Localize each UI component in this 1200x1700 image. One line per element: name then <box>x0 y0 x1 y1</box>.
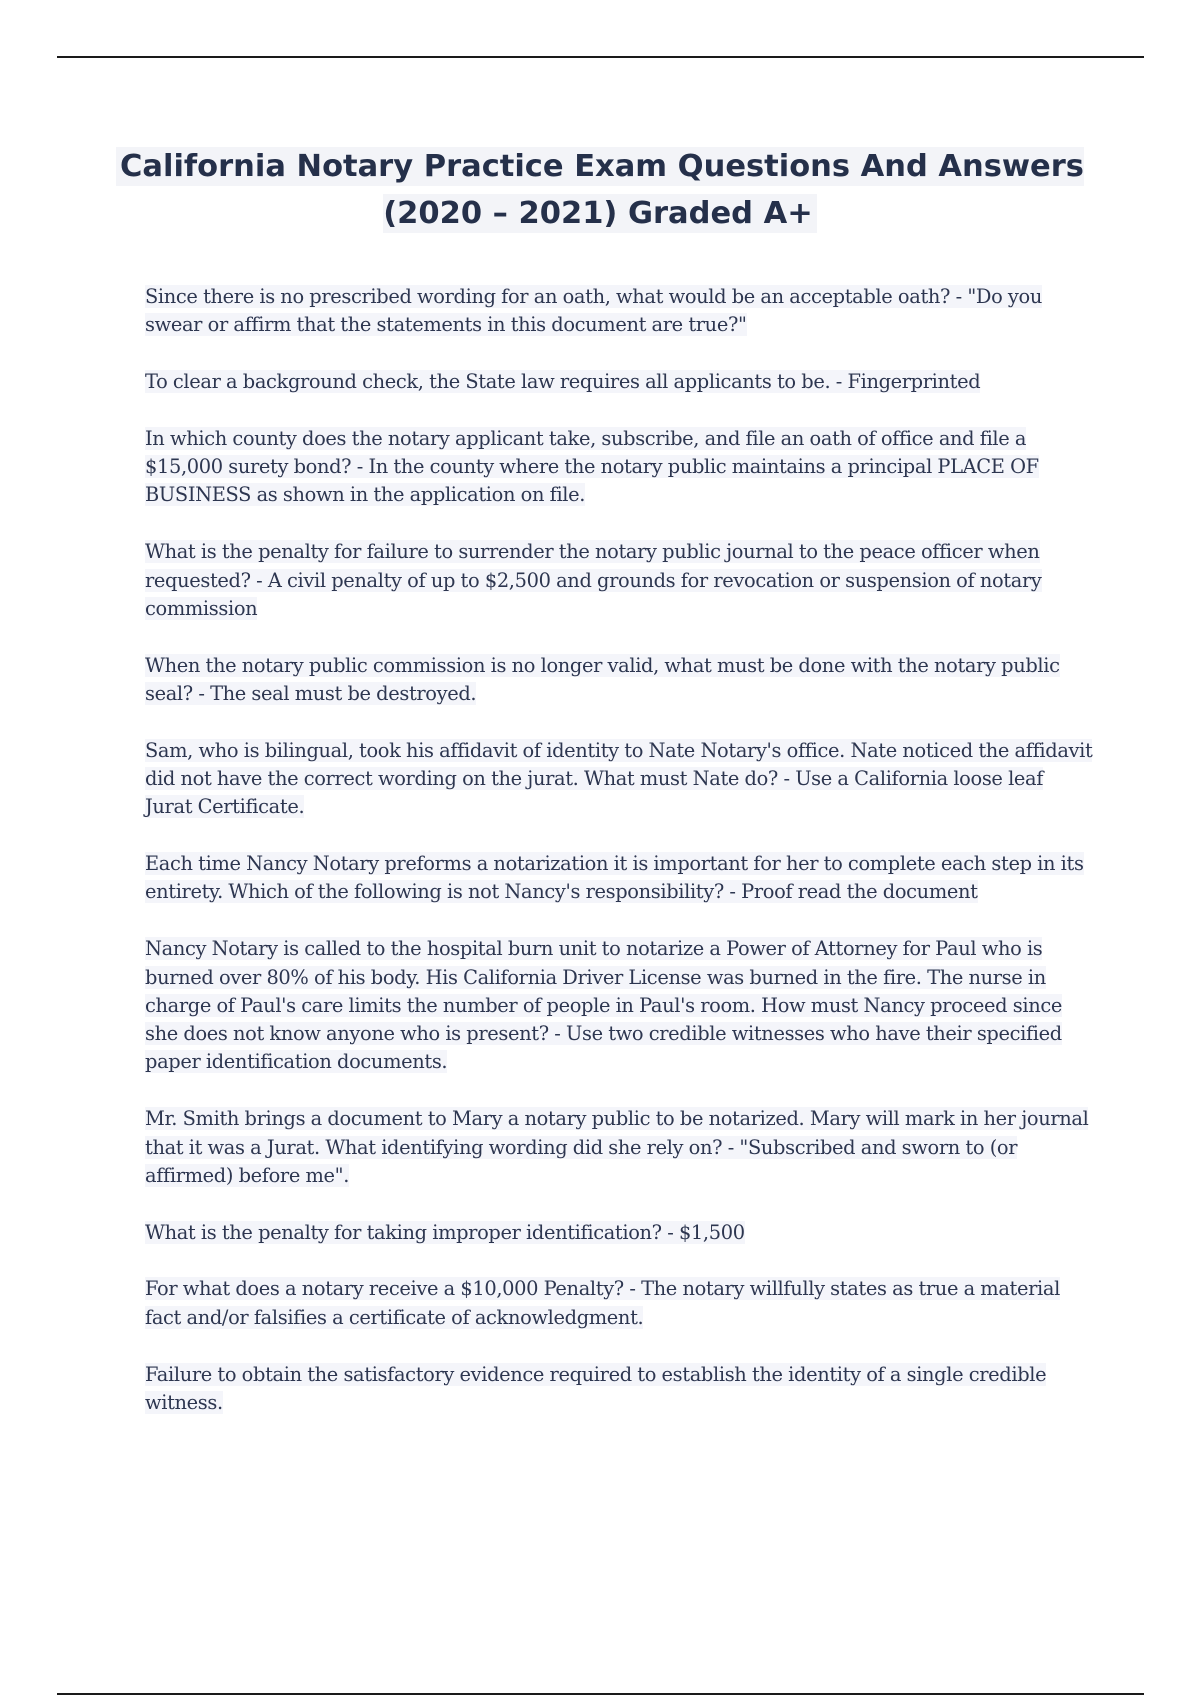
qa-item <box>145 1219 1095 1247</box>
header-rule <box>57 56 1144 58</box>
qa-item <box>145 1361 1095 1418</box>
qa-text: Sam, who is bilingual, took his affidavit of identity to Nate Notary's office. Nate noticed the affidavit did not have the correct wording on the jurat. What must Nate do? - Use a California loose leaf Jurat Certificate. <box>145 738 1093 819</box>
qa-item <box>145 652 1095 709</box>
qa-text: Failure to obtain the satisfactory evidence required to establish the identity of a single credible witness. <box>145 1362 1047 1414</box>
qa-list <box>145 283 1095 1446</box>
qa-item <box>145 737 1095 822</box>
qa-text: What is the penalty for taking improper identification? - $1,500 <box>145 1220 745 1244</box>
qa-text: Nancy Notary is called to the hospital burn unit to notarize a Power of Attorney for Paul who is burned over 80% of his body. His California Driver License was burned in the fire. The nurse in charge of Paul's care limits the number of people in Paul's room. How must Nancy proceed since she does not know anyone who is present? - Use two credible witnesses who have their specified paper identification documents. <box>145 937 1062 1074</box>
document-title <box>100 143 1100 237</box>
footer-rule <box>57 1693 1144 1695</box>
qa-item <box>145 538 1095 623</box>
qa-text: When the notary public commission is no longer valid, what must be done with the notary public seal? - The seal must be destroyed. <box>145 653 1060 705</box>
qa-text: Each time Nancy Notary preforms a notarization it is important for her to complete each step in its entirety. Which of the following is not Nancy's responsibility? - Proof read the document <box>145 852 1084 904</box>
qa-text: What is the penalty for failure to surrender the notary public journal to the peace officer when requested? - A civil penalty of up to $2,500 and grounds for revocation or suspension of notary commission <box>145 540 1042 620</box>
document-title-text: California Notary Practice Exam Questions And Answers (2020 – 2021) Graded A+ <box>116 147 1084 233</box>
qa-item <box>145 935 1095 1076</box>
qa-text: For what does a notary receive a $10,000 Penalty? - The notary willfully states as true a material fact and/or falsifies a certificate of acknowledgment. <box>145 1277 1060 1329</box>
qa-text: Since there is no prescribed wording for an oath, what would be an acceptable oath? - "Do you swear or affirm that the statements in this document are true?" <box>145 285 1042 337</box>
qa-item <box>145 283 1095 340</box>
qa-item <box>145 1275 1095 1332</box>
qa-item <box>145 425 1095 510</box>
qa-item <box>145 1105 1095 1190</box>
qa-item <box>145 368 1095 396</box>
qa-text: To clear a background check, the State law requires all applicants to be. - Fingerprinted <box>145 370 981 394</box>
qa-item <box>145 850 1095 907</box>
qa-text: Mr. Smith brings a document to Mary a notary public to be notarized. Mary will mark in her journal that it was a Jurat. What identifying wording did she rely on? - "Subscribed and sworn to (or affirmed) before me". <box>145 1107 1089 1187</box>
qa-text: In which county does the notary applicant take, subscribe, and file an oath of office and file a $15,000 surety bond? - In the county where the notary public maintains a principal PLACE OF BUSINESS as shown in the application on file. <box>145 426 1039 507</box>
